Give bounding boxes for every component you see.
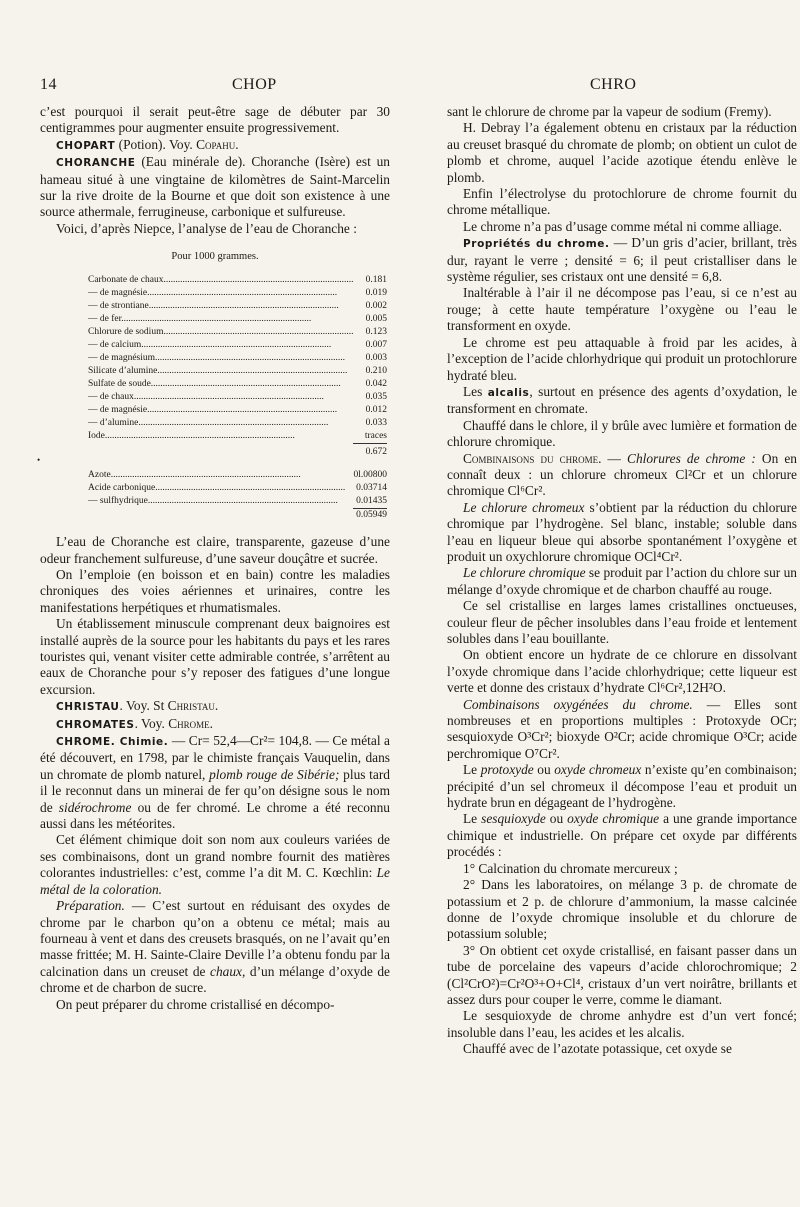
- substance-value: 0.123: [365, 326, 387, 337]
- paragraph: Le chlorure chromeux s’obtient par la réduction du chlorure chromique par l’hydrogène. Sel blanc, instable; soluble dans l’eau en liqueur bleue qui absorbe spontanément l’oxygène et produit un oxychlorure chromique OCl⁴Cr².: [447, 499, 797, 564]
- table-row: [88, 482, 387, 495]
- paragraph: Le sesquioxyde ou oxyde chromique a une grande importance chimique et industrielle. On prépare cet oxyde par différents procédés :: [447, 811, 797, 860]
- substance-name: Azote................................................................................: [88, 470, 301, 481]
- paragraph: Le chlorure chromique se produit par l’action du chlore sur un mélange d’oxyde chromique et de charbon chauffé au rouge.: [447, 565, 798, 597]
- substance-value: 0.007: [365, 339, 387, 350]
- substance-value: 0.042: [365, 378, 387, 389]
- paragraph: Ce sel cristallise en larges lames cristallines onctueuses, couleur fleur de pêcher insolubles dans l’eau froide et lentement solubles dans l’eau bouillante.: [447, 598, 797, 646]
- paragraph: Chauffé dans le chlore, il y brûle avec lumière et formation de chlorure chromique.: [447, 417, 797, 450]
- substance-name: — de strontiane................................................................................: [88, 300, 339, 311]
- substance-name: Carbonate de chaux................................................................................: [88, 274, 354, 285]
- table-row: [88, 430, 387, 444]
- entry-chopart: CHOPART (Potion). Voy. Copahu.: [56, 136, 239, 152]
- dot-leader: ................................................................................: [133, 391, 324, 402]
- italic-term: oxyde chromeux: [554, 762, 642, 778]
- entry-text: (Eau minérale de). Choranche (Isère) est un hameau situé à une vingtaine de kilomètres de Saint-Marcelin sur la rive droite de la Bourne et que doit son existence à une source athermale, ferrugineuse, carbonique et sulfureuse.: [40, 154, 390, 220]
- entry-text: (Potion). Voy.: [115, 136, 197, 152]
- dot-leader: ................................................................................: [147, 287, 338, 298]
- table-row: [88, 274, 387, 287]
- analysis-table: [88, 274, 387, 523]
- paragraph: Inaltérable à l’air il ne décompose pas l’eau, si ce n’est au rouge; à cette haute température l’oxygène ou l’eau le transforment en oxyde.: [447, 285, 797, 334]
- paragraph: On peut préparer du chrome cristallisé en décompo-: [56, 996, 335, 1012]
- list-item: 2° Dans les laboratoires, on mélange 3 p. de chromate de potassium et 2 p. de chlorure d’ammonium, la masse calcinée donne de l’oxyde chromique insoluble et du chlorure de potassium soluble;: [447, 877, 797, 942]
- dot-leader: ................................................................................: [157, 365, 348, 376]
- italic-term: Le chlorure chromeux: [463, 499, 585, 515]
- substance-name: Silicate d’alumine................................................................................: [88, 365, 348, 376]
- cross-reference: Chrome: [168, 715, 210, 731]
- list-item: 3° On obtient cet oxyde cristallisé, en faisant passer dans un tube de porcelaine des vapeurs d’acide chlorochromique; 2 (Cl²CrO²)=Cr²O³+O+Cl⁴, cristaux d’un vert noirâtre, brillants et assez durs pour couper le verre, comme le diamant.: [447, 942, 797, 1007]
- table-row: [88, 404, 387, 417]
- substance-value: 0.012: [365, 404, 387, 415]
- substance-name: — de fer................................................................................: [88, 313, 312, 324]
- paragraph: L’eau de Choranche est claire, transparente, gazeuse d’une odeur franchement sulfureuse, d’une saveur douçâtre et sucrée.: [40, 534, 390, 566]
- substance-name: Iode................................................................................: [88, 430, 295, 441]
- table-row: [88, 495, 387, 509]
- dot-leader: ................................................................................: [163, 274, 354, 285]
- substance-name: Acide carbonique................................................................................: [88, 483, 346, 494]
- table-row: [88, 339, 387, 352]
- dot-leader: ................................................................................: [121, 313, 312, 324]
- entry-chrome: [40, 733, 390, 832]
- table-row: [88, 313, 387, 326]
- dot-leader: ................................................................................: [148, 300, 339, 311]
- substance-value: 0.005: [365, 313, 387, 324]
- table-row: [88, 326, 387, 339]
- substance-name: — de magnésie................................................................................: [88, 404, 338, 415]
- entry-chromates: CHROMATES. Voy. Chrome.: [56, 715, 213, 731]
- dot-leader: ................................................................................: [147, 496, 338, 507]
- dot-leader: ................................................................................: [147, 404, 338, 415]
- paragraph: On l’emploie (en boisson et en bain) contre les maladies chroniques des voies aériennes et urinaires, contre les manifestations herpétiques et rhumatismales.: [40, 566, 390, 615]
- headword: CHRISTAU: [56, 701, 120, 714]
- headword: CHROMATES: [56, 718, 135, 731]
- italic-term: protoxyde: [480, 762, 534, 778]
- section-head: Préparation.: [56, 898, 125, 914]
- italic-term: sesquioxyde: [481, 811, 546, 827]
- substance-name: [88, 443, 353, 461]
- paragraph: Le sesquioxyde de chrome anhydre est d’un vert foncé; insoluble dans l’eau, les acides et les alcalis.: [447, 1008, 797, 1040]
- paragraph: Préparation. — C’est surtout en réduisant des oxydes de chrome par le charbon qu’on a obtenu ce métal; mais au fourneau à vent et dans des creusets brasqués, on ne l’avait qu’en masse frittée; M. H. Sainte-Claire Deville l’a obtenu fondu par la calcination dans un creuset de chaux, d’un mélange d’oxyde de chrome et de charbon de sucre.: [40, 898, 390, 996]
- substance-value: 0.019: [365, 287, 387, 298]
- dot-leader: ................................................................................: [155, 352, 346, 363]
- entry-text: ou de fer chromé. Le chrome a été reconnu aussi dans les météorites.: [40, 799, 390, 832]
- subhead: . Chimie.: [110, 736, 169, 749]
- table-row: [88, 378, 387, 391]
- paragraph: Chauffé avec de l’azotate potassique, cet oxyde se: [463, 1041, 732, 1057]
- substance-name: — de magnésie................................................................................: [88, 287, 338, 298]
- paragraph: Cet élément chimique doit son nom aux couleurs variées de ses combinaisons, dont un grand nombre fournit des matières colorantes industrielles: c’est, comme l’a dit M. C. Kœchlin: Le métal de la coloration.: [40, 832, 390, 897]
- page-number: 14: [40, 76, 57, 93]
- table-row: [88, 391, 387, 404]
- headword: CHOPART: [56, 139, 116, 152]
- cross-reference: Christau: [167, 698, 215, 714]
- italic-term: oxyde chromique: [567, 811, 660, 827]
- headword: CHROME: [56, 736, 111, 749]
- paragraph: Le protoxyde ou oxyde chromeux n’existe qu’en combinaison; précipité d’un sel chromeux il décompose l’eau et produit un hydrate brun en dégageant de l’hydrogène.: [447, 762, 797, 811]
- paragraph: Enfin l’électrolyse du protochlorure de chrome fournit du chrome métallique.: [447, 186, 797, 218]
- list-item: 1° Calcination du chromate mercureux ;: [463, 860, 678, 876]
- paragraph: Les alcalis, surtout en présence des agents d’oxydation, le transforment en chromate.: [447, 383, 798, 417]
- italic-term: Combinaisons oxygénées du chrome.: [463, 696, 693, 712]
- paragraph: Combinaisons du chrome. — Chlorures de chrome : On en connaît deux : un chlorure chromeux Cl²Cr et un chlorure chromique Cl⁶Cr².: [447, 450, 797, 499]
- table-row: [88, 443, 387, 461]
- substance-value: 0l.00800: [353, 470, 387, 481]
- italic-term: chaux,: [210, 963, 246, 979]
- margin-dot: •: [37, 455, 41, 465]
- italic-term: Le métal de la coloration.: [40, 865, 390, 897]
- table-row: [88, 300, 387, 313]
- right-column: [447, 104, 797, 1058]
- paragraph: sant le chlorure de chrome par la vapeur de sodium (Fremy).: [447, 104, 772, 119]
- entry-text: . Voy. St: [119, 698, 168, 714]
- dot-leader: ................................................................................: [138, 417, 329, 428]
- paragraph: Propriétés du chrome. — D’un gris d’acier, brillant, très dur, rayant le verre ; densité = 6; il peut cristalliser dans le système régulier, ses cristaux ont une densité = 6,8.: [447, 235, 798, 285]
- cross-reference: Copahu: [196, 136, 236, 152]
- table-row: [88, 287, 387, 300]
- substance-name: Chlorure de sodium................................................................................: [88, 326, 354, 337]
- dot-leader: ................................................................................: [104, 430, 295, 441]
- paragraph: Le chrome est peu attaquable à froid par les acides, à l’exception de l’acide chlorhydrique qui produit un protochlorure hydraté bleu.: [447, 334, 797, 383]
- section-head: Propriétés du chrome.: [463, 238, 610, 251]
- entry-christau: CHRISTAU. Voy. St Christau.: [56, 698, 219, 714]
- table-title: Pour 1000 grammes.: [171, 251, 259, 263]
- substance-name: — de calcium................................................................................: [88, 339, 332, 350]
- headword: CHORANCHE: [56, 157, 136, 170]
- dot-leader: ................................................................................: [163, 326, 354, 337]
- substance-value: 0.181: [365, 274, 387, 285]
- substance-name: — de chaux................................................................................: [88, 391, 324, 402]
- small-caps-term: alcalis: [487, 386, 530, 399]
- paragraph: H. Debray l’a également obtenu en cristaux par la réduction au creuset brasqué du chromate de plomb; on obtient un culot de plomb et chrome, auquel l’acide azotique étendu enlève le plomb.: [447, 120, 797, 185]
- paragraph: Combinaisons oxygénées du chrome. — Elles sont nombreuses et en proportions multiples : Protoxyde OCr; sesquioxyde O³Cr²; bioxyde O²Cr; acide chromique O³Cr; acide perchromique O⁷Cr².: [447, 696, 797, 761]
- left-column: [40, 104, 390, 1013]
- table-row: [88, 469, 387, 482]
- paragraph: On obtient encore un hydrate de ce chlorure en dissolvant l’oxyde chromique dans l’acide chlorhydrique; cette liqueur est verte et donne des cristaux d’hydrate Cl⁶Cr²,12H²O.: [447, 647, 797, 696]
- table-row: [88, 417, 387, 430]
- italic-term: plomb rouge de Sibérie;: [209, 766, 340, 782]
- italic-term: Chlorures de chrome :: [627, 450, 756, 466]
- substance-value: 0.003: [365, 352, 387, 363]
- substance-value: 0.01435: [353, 495, 387, 509]
- substance-name: [88, 509, 353, 523]
- substance-value: traces: [353, 430, 387, 444]
- table-row: [88, 365, 387, 378]
- substance-value: 0.002: [365, 300, 387, 311]
- entry-choranche: [40, 154, 390, 221]
- italic-term: sidérochrome: [58, 799, 132, 815]
- subtotal-value: 0.672: [365, 446, 387, 457]
- dot-leader: ................................................................................: [141, 339, 332, 350]
- dot-leader: ................................................................................: [150, 378, 341, 389]
- table-row: [88, 352, 387, 365]
- paragraph: c’est pourquoi il serait peut-être sage de débuter par 30 centigrammes pour augmenter ensuite progressivement.: [40, 104, 390, 136]
- substance-value: 0.210: [365, 365, 387, 376]
- substance-value: 0.035: [365, 391, 387, 402]
- dot-leader: ................................................................................: [110, 470, 301, 481]
- entry-text: plus tard il le reconnut dans un minerai de fer qu’on désigne sous le nom de: [40, 766, 390, 815]
- substance-name: — de magnésium................................................................................: [88, 352, 346, 363]
- dot-leader: ................................................................................: [155, 483, 346, 494]
- paragraph: Le chrome n’a pas d’usage comme métal ni comme alliage.: [463, 218, 783, 234]
- running-head-left: CHOP: [232, 76, 277, 93]
- entry-text: — Cr= 52,4—Cr²= 104,8. — Ce métal a été découvert, en 1798, par le chimiste français Vauquelin, dans un chromate de plomb naturel,: [40, 733, 390, 782]
- table-row: [88, 509, 387, 523]
- substance-name: Sulfate de soude................................................................................: [88, 378, 341, 389]
- substance-name: — d’alumine................................................................................: [88, 417, 329, 428]
- running-head-right: CHRO: [590, 76, 637, 93]
- entry-text: . Voy.: [134, 715, 169, 731]
- substance-value: 0.03714: [356, 483, 387, 494]
- paragraph: Un établissement minuscule comprenant deux baignoires est installé auprès de la source pour les habitants du pays et les rares touristes qui, venant visiter cette admirable contrée, s’arrêtent au eaux de Choranche pour s’y reposer des fatigues d’une longue excursion.: [40, 616, 390, 697]
- paragraph: Voici, d’après Niepce, l’analyse de l’eau de Choranche :: [56, 220, 357, 236]
- substance-name: — sulfhydrique................................................................................: [88, 496, 338, 507]
- substance-value: 0.033: [365, 417, 387, 428]
- section-head: Combinaisons du chrome.: [463, 450, 602, 466]
- italic-term: Le chlorure chromique: [463, 565, 586, 581]
- gas-total-value: 0.05949: [356, 510, 387, 521]
